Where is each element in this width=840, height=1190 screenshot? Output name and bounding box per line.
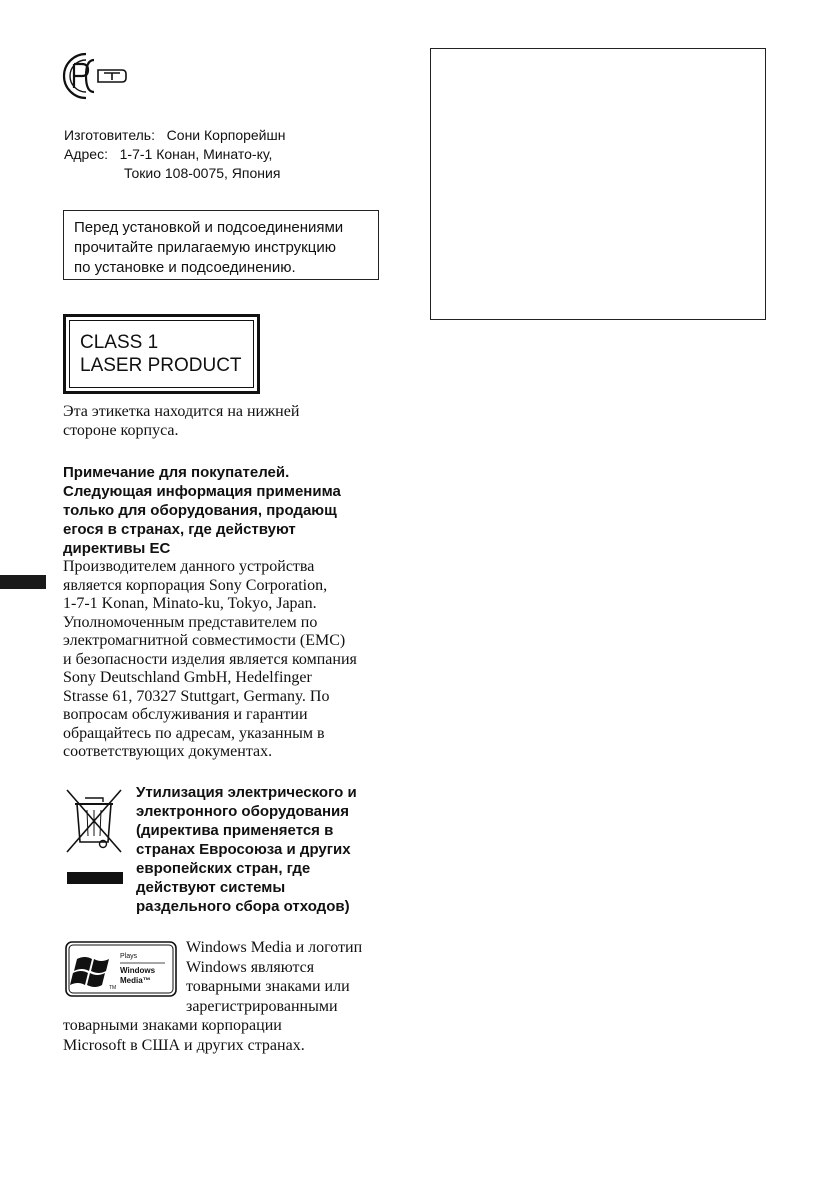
manufacturer-value: Сони Корпорейшн — [166, 127, 286, 143]
address-row — [64, 145, 285, 164]
weee-line: раздельного сбора отходов) — [136, 898, 350, 915]
wm-line: зарегистрированными — [186, 997, 338, 1015]
manufacturer-info — [64, 126, 285, 183]
heading-line: Следующая информация применима — [63, 483, 341, 500]
laser-product-label — [63, 314, 260, 394]
plays-windows-media-logo-icon — [65, 941, 177, 997]
weee-line: странах Евросоюза и других — [136, 841, 351, 858]
heading-line: только для оборудования, продающ — [63, 502, 337, 519]
customer-notice-body — [63, 558, 398, 762]
wm-line: Windows являются — [186, 958, 315, 976]
wm-line: Windows Media и логотип — [186, 939, 363, 956]
weee-line: электронного оборудования — [136, 803, 350, 820]
label-location-line-1: Эта этикетка находится на нижней — [63, 403, 300, 420]
body-line: Производителем данного устройства — [63, 558, 315, 575]
body-line: Sony Deutschland GmbH, Hedelfinger — [63, 669, 312, 686]
body-line: вопросам обслуживания и гарантии — [63, 706, 308, 723]
body-line: соответствующих документах. — [63, 743, 273, 760]
weee-line: Утилизация электрического и — [136, 784, 357, 801]
install-notice-line-2: прочитайте прилагаемую инструкцию — [74, 239, 336, 256]
windows-media-trademark-continuation — [63, 1016, 393, 1055]
customer-notice-heading — [63, 463, 398, 558]
laser-label-line-2: LASER PRODUCT — [80, 355, 242, 376]
body-line: и безопасности изделия является компания — [63, 650, 357, 668]
laser-label-line-1: CLASS 1 — [80, 332, 159, 353]
install-notice-line-3: по установке и подсоединению. — [74, 259, 296, 276]
label-location-note — [63, 402, 393, 440]
logo-plays-text: Plays — [120, 953, 138, 960]
body-line: Strasse 61, 70327 Stuttgart, Germany. По — [63, 687, 330, 705]
heading-line: егося в странах, где действуют — [63, 521, 296, 538]
windows-media-trademark-text — [186, 938, 396, 1016]
manufacturer-row — [64, 126, 285, 145]
wm-line: товарными знаками или — [186, 978, 350, 995]
customer-notice — [63, 463, 398, 762]
body-line: электромагнитной совместимости (EMC) — [63, 632, 346, 649]
body-line: Уполномоченным представителем по — [63, 613, 318, 631]
weee-line: европейских стран, где — [136, 860, 311, 877]
logo-media-text: Media™ — [120, 976, 151, 985]
address-line-1: 1-7-1 Конан, Минато-ку, — [119, 146, 273, 162]
weee-line: (директива применяется в — [136, 822, 334, 839]
body-line: является корпорация Sony Corporation, — [63, 576, 328, 594]
label-location-line-2: стороне корпуса. — [63, 422, 179, 439]
body-line: 1-7-1 Konan, Minato-ku, Tokyo, Japan. — [63, 595, 317, 612]
blank-framed-box — [430, 48, 766, 320]
body-line: обращайтесь по адресам, указанным в — [63, 724, 325, 742]
address-line-2: Токио 108-0075, Япония — [124, 165, 281, 181]
weee-disposal-heading — [136, 783, 396, 916]
heading-line: директивы ЕС — [63, 540, 171, 557]
wm-line: Microsoft в США и других странах. — [63, 1036, 305, 1054]
heading-line: Примечание для покупателей. — [63, 464, 290, 481]
section-thumb-tab — [0, 575, 46, 589]
crossed-out-wheelie-bin-icon — [63, 786, 125, 886]
wm-line: товарными знаками корпорации — [63, 1017, 282, 1034]
install-notice-line-1: Перед установкой и подсоединениями — [74, 219, 344, 236]
logo-windows-text: Windows — [120, 966, 156, 975]
manufacturer-label: Изготовитель: — [64, 127, 155, 143]
weee-line: действуют системы — [136, 879, 286, 896]
logo-tm-text: TM — [109, 985, 117, 991]
pct-certification-logo-icon — [60, 50, 130, 102]
install-notice-box — [63, 210, 379, 280]
address-label: Адрес: — [64, 146, 108, 162]
